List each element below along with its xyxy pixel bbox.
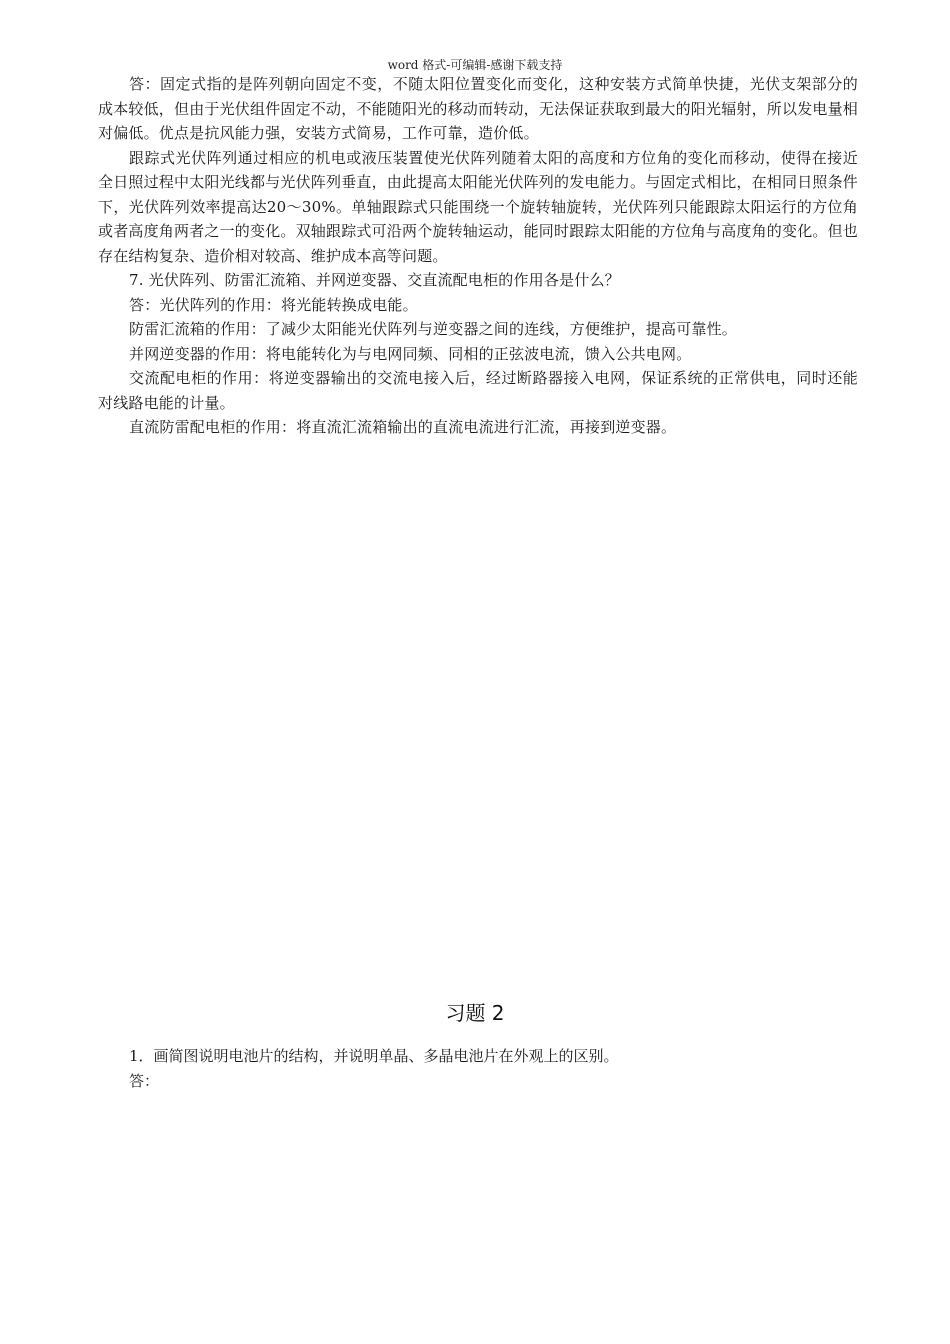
exercise-question-1: 1．画简图说明电池片的结构，并说明单晶、多晶电池片在外观上的区别。 [129,1047,619,1065]
answer-ac-cabinet: 交流配电柜的作用：将逆变器输出的交流电接入后，经过断路器接入电网，保证系统的正常供电，同时还能对线路电能的计量。 [98,369,858,412]
section-title: 习题 2 [445,1001,505,1025]
exercise-block [98,1044,858,1093]
paragraph-fixed-answer: 答：固定式指的是阵列朝向固定不变，不随太阳位置变化而变化，这种安装方式简单快捷，光伏支架部分的成本较低，但由于光伏组件固定不动，不能随阳光的移动而转动，无法保证获取到最大的阳光辐射，所以发电量相对偏低。优点是抗风能力强，安装方式简易，工作可靠，造价低。 [98,75,859,142]
answer-pv-array: 答：光伏阵列的作用：将光能转换成电能。 [129,295,418,314]
paragraph-tracking: 跟踪式光伏阵列通过相应的机电或液压装置使光伏阵列随着太阳的高度和方位角的变化而移动，使得在接近全日照过程中太阳光线都与光伏阵列垂直，由此提高太阳能光伏阵列的发电能力。与固定式相比，在相同日照条件下，光伏阵列效率提高达20～30%。单轴跟踪式只能围绕一个旋转轴旋转，光伏阵列只能跟踪太阳运行的方位角或者高度角两者之一的变化。双轴跟踪式可沿两个旋转轴运动，能同时跟踪太阳能的方位角与高度角的变化。但也存在结构复杂、造价相对较高、维护成本高等问题。 [98,148,859,265]
answer-grid-inverter: 并网逆变器的作用：将电能转化为与电网同频、同相的正弦波电流，馈入公共电网。 [129,344,692,363]
answer-combiner-box: 防雷汇流箱的作用：了减少太阳能光伏阵列与逆变器之间的连线，方便维护，提高可靠性。 [129,320,738,338]
body-text [98,72,858,440]
answer-label: 答： [129,1071,160,1090]
answer-dc-cabinet: 直流防雷配电柜的作用：将直流汇流箱输出的直流电流进行汇流，再接到逆变器。 [129,418,677,436]
header-note: word 格式-可编辑-感谢下载支持 [387,58,563,72]
question-7: 7. 光伏阵列、防雷汇流箱、并网逆变器、交直流配电柜的作用各是什么？ [129,271,620,289]
